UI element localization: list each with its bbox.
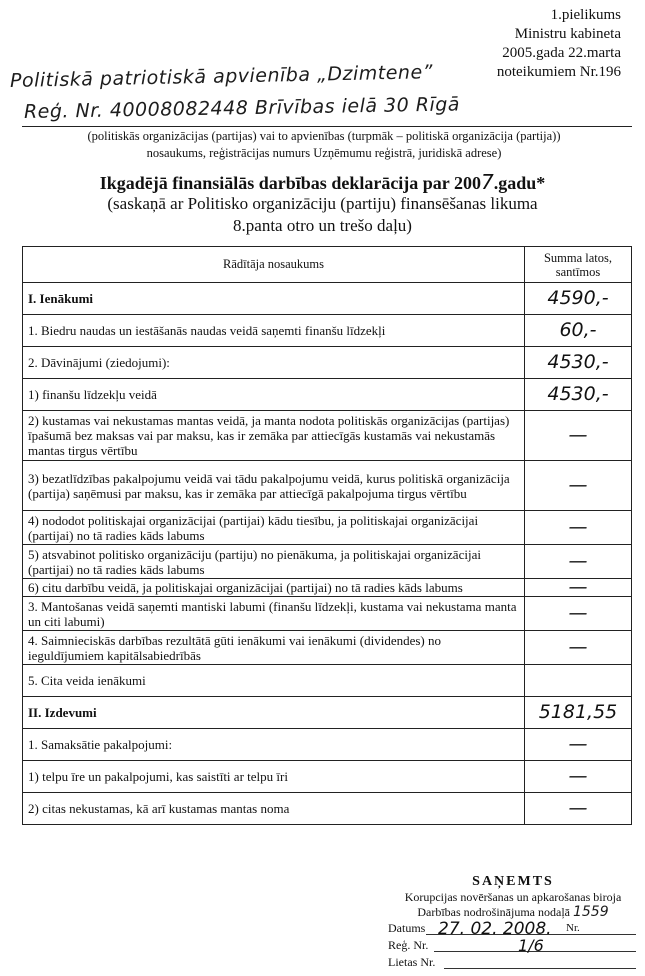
- annex-reference: [401, 6, 621, 82]
- annex-line-1: 1.pielikums: [550, 7, 621, 23]
- row-label-expenses: II. Izdevumi: [23, 697, 525, 729]
- handwritten-org-name: Politiskā patriotiskā apvienība „Dzimtene”: [9, 61, 434, 92]
- table-row: [23, 511, 632, 545]
- row-amount-membership-fees: 60,-: [525, 315, 632, 347]
- header-sum: Summa latos, santīmos: [525, 247, 632, 283]
- row-amount-other-actions: —: [525, 579, 632, 597]
- subtitle-line-1: (saskaņā ar Politisko organizāciju (partiju) finansēšanas likuma: [107, 194, 538, 213]
- declaration-subtitle: [20, 193, 625, 237]
- row-label-business-income: 4. Saimnieciskās darbības rezultātā gūti ienākumi vai ienākumi (dividendes) no ieguldījumiem kapitālsabiedrībās: [23, 631, 525, 665]
- row-label-inheritance: 3. Mantošanas veidā saņemti mantiski labumi (finanšu līdzekļi, kustama vai nekustama manta un citi labumi): [23, 597, 525, 631]
- received-stamp: [388, 874, 638, 971]
- row-label-other-actions: 6) citu darbību veidā, ja politiskajai organizācijai (partijai) no tā radies kāds labums: [23, 579, 525, 597]
- org-caption: [20, 128, 628, 162]
- table-row: [23, 761, 632, 793]
- table-row: [23, 729, 632, 761]
- row-label-membership-fees: 1. Biedru naudas un iestāšanās naudas veidā saņemti finanšu līdzekļi: [23, 315, 525, 347]
- stamp-nr-label: Nr.: [566, 922, 580, 934]
- row-amount-other-income: [525, 665, 632, 697]
- row-label-property: 2) kustamas vai nekustamas mantas veidā, ja manta nodota politiskās organizācijas (partijas) īpašumā bez maksas vai par maksu, kas ir zemāka par attiecīgās kustamās vai nekustamās mantas tirgus vērtību: [23, 411, 525, 461]
- table-row: [23, 597, 632, 631]
- row-amount-expenses: 5181,55: [525, 697, 632, 729]
- table-row: [23, 631, 632, 665]
- row-label-donations: 2. Dāvinājumi (ziedojumi):: [23, 347, 525, 379]
- row-amount-financial-means: 4530,-: [525, 379, 632, 411]
- header-indicator-name: Rādītāja nosaukums: [23, 247, 525, 283]
- row-label-premises-rent: 1) telpu īre un pakalpojumi, kas saistīti ar telpu īri: [23, 761, 525, 793]
- row-amount-premises-rent: —: [525, 761, 632, 793]
- row-amount-services: —: [525, 461, 632, 511]
- row-label-obligation-release: 5) atsvabinot politisko organizāciju (partiju) no pienākuma, ja politiskajai organizācijai (partijai) no tā radies kāds labums: [23, 545, 525, 579]
- table-row: [23, 411, 632, 461]
- stamp-case-label: Lietas Nr.: [388, 955, 436, 969]
- stamp-case-row: [388, 954, 638, 971]
- title-text: Ikgadējā finansiālās darbības deklarācija par 200: [99, 173, 481, 193]
- stamp-case-line: [444, 968, 636, 969]
- table-row: [23, 315, 632, 347]
- stamp-date-value: 27. 02. 2008.: [438, 919, 552, 939]
- stamp-reg-row: [388, 937, 638, 954]
- row-amount-rights: —: [525, 511, 632, 545]
- row-amount-property: —: [525, 411, 632, 461]
- title-suffix: .gadu*: [493, 173, 546, 193]
- stamp-department: [388, 905, 638, 920]
- table-row: [23, 665, 632, 697]
- row-amount-paid-services: —: [525, 729, 632, 761]
- title-year-digit: 7: [480, 170, 494, 194]
- subtitle-line-2: 8.panta otro un trešo daļu): [233, 216, 412, 235]
- declaration-table: [22, 246, 632, 825]
- stamp-date-row: [388, 920, 638, 937]
- table-row: [23, 379, 632, 411]
- table-header-row: [23, 247, 632, 283]
- row-label-rights: 4) nododot politiskajai organizācijai (partijai) kādu tiesību, ja politiskajai organizācijai (partijai) no tā radies kāds labums: [23, 511, 525, 545]
- row-label-services: 3) bezatlīdzības pakalpojumu veidā vai tādu pakalpojumu veidā, kurus politiskā organizācija (partija) saņēmusi par maksu, kas ir zemāka par attiecīgā pakalpojuma tirgus vērtību: [23, 461, 525, 511]
- row-label-property-lease: 2) citas nekustamas, kā arī kustamas mantas noma: [23, 793, 525, 825]
- stamp-reg-value: 1/6: [518, 936, 544, 955]
- row-amount-inheritance: —: [525, 597, 632, 631]
- row-amount-income: 4590,-: [525, 283, 632, 315]
- table-row: [23, 283, 632, 315]
- stamp-department-number: 1559: [572, 904, 609, 920]
- org-caption-line-2: nosaukums, reģistrācijas numurs Uzņēmumu reģistrā, juridiskā adrese): [146, 146, 502, 160]
- row-label-income: I. Ienākumi: [23, 283, 525, 315]
- stamp-date-label: Datums: [388, 921, 426, 935]
- stamp-bureau: Korupcijas novēršanas un apkarošanas biroja: [404, 890, 622, 904]
- org-fill-line: [22, 126, 632, 127]
- stamp-reg-label: Reģ. Nr.: [388, 938, 429, 952]
- row-amount-property-lease: —: [525, 793, 632, 825]
- row-label-financial-means: 1) finanšu līdzekļu veidā: [23, 379, 525, 411]
- table-row: [23, 347, 632, 379]
- org-caption-line-1: (politiskās organizācijas (partijas) vai to apvienības (turpmāk – politiskā organizācija (partija)): [87, 129, 561, 143]
- stamp-title: SAŅEMTS: [472, 874, 554, 889]
- annex-line-4: noteikumiem Nr.196: [496, 64, 621, 80]
- row-label-other-income: 5. Cita veida ienākumi: [23, 665, 525, 697]
- stamp-department-text: Darbības nodrošinājuma nodaļā: [417, 905, 570, 919]
- table-row: [23, 461, 632, 511]
- annex-line-2: Ministru kabineta: [514, 26, 621, 42]
- handwritten-org-registration: Reģ. Nr. 40008082448 Brīvības ielā 30 Rīgā: [23, 93, 461, 123]
- table-row: [23, 579, 632, 597]
- table-row: [23, 697, 632, 729]
- row-amount-business-income: —: [525, 631, 632, 665]
- table-row: [23, 545, 632, 579]
- row-label-paid-services: 1. Samaksātie pakalpojumi:: [23, 729, 525, 761]
- row-amount-donations: 4530,-: [525, 347, 632, 379]
- row-amount-obligation-release: —: [525, 545, 632, 579]
- annex-line-3: 2005.gada 22.marta: [502, 45, 621, 61]
- declaration-title: [20, 170, 625, 194]
- table-row: [23, 793, 632, 825]
